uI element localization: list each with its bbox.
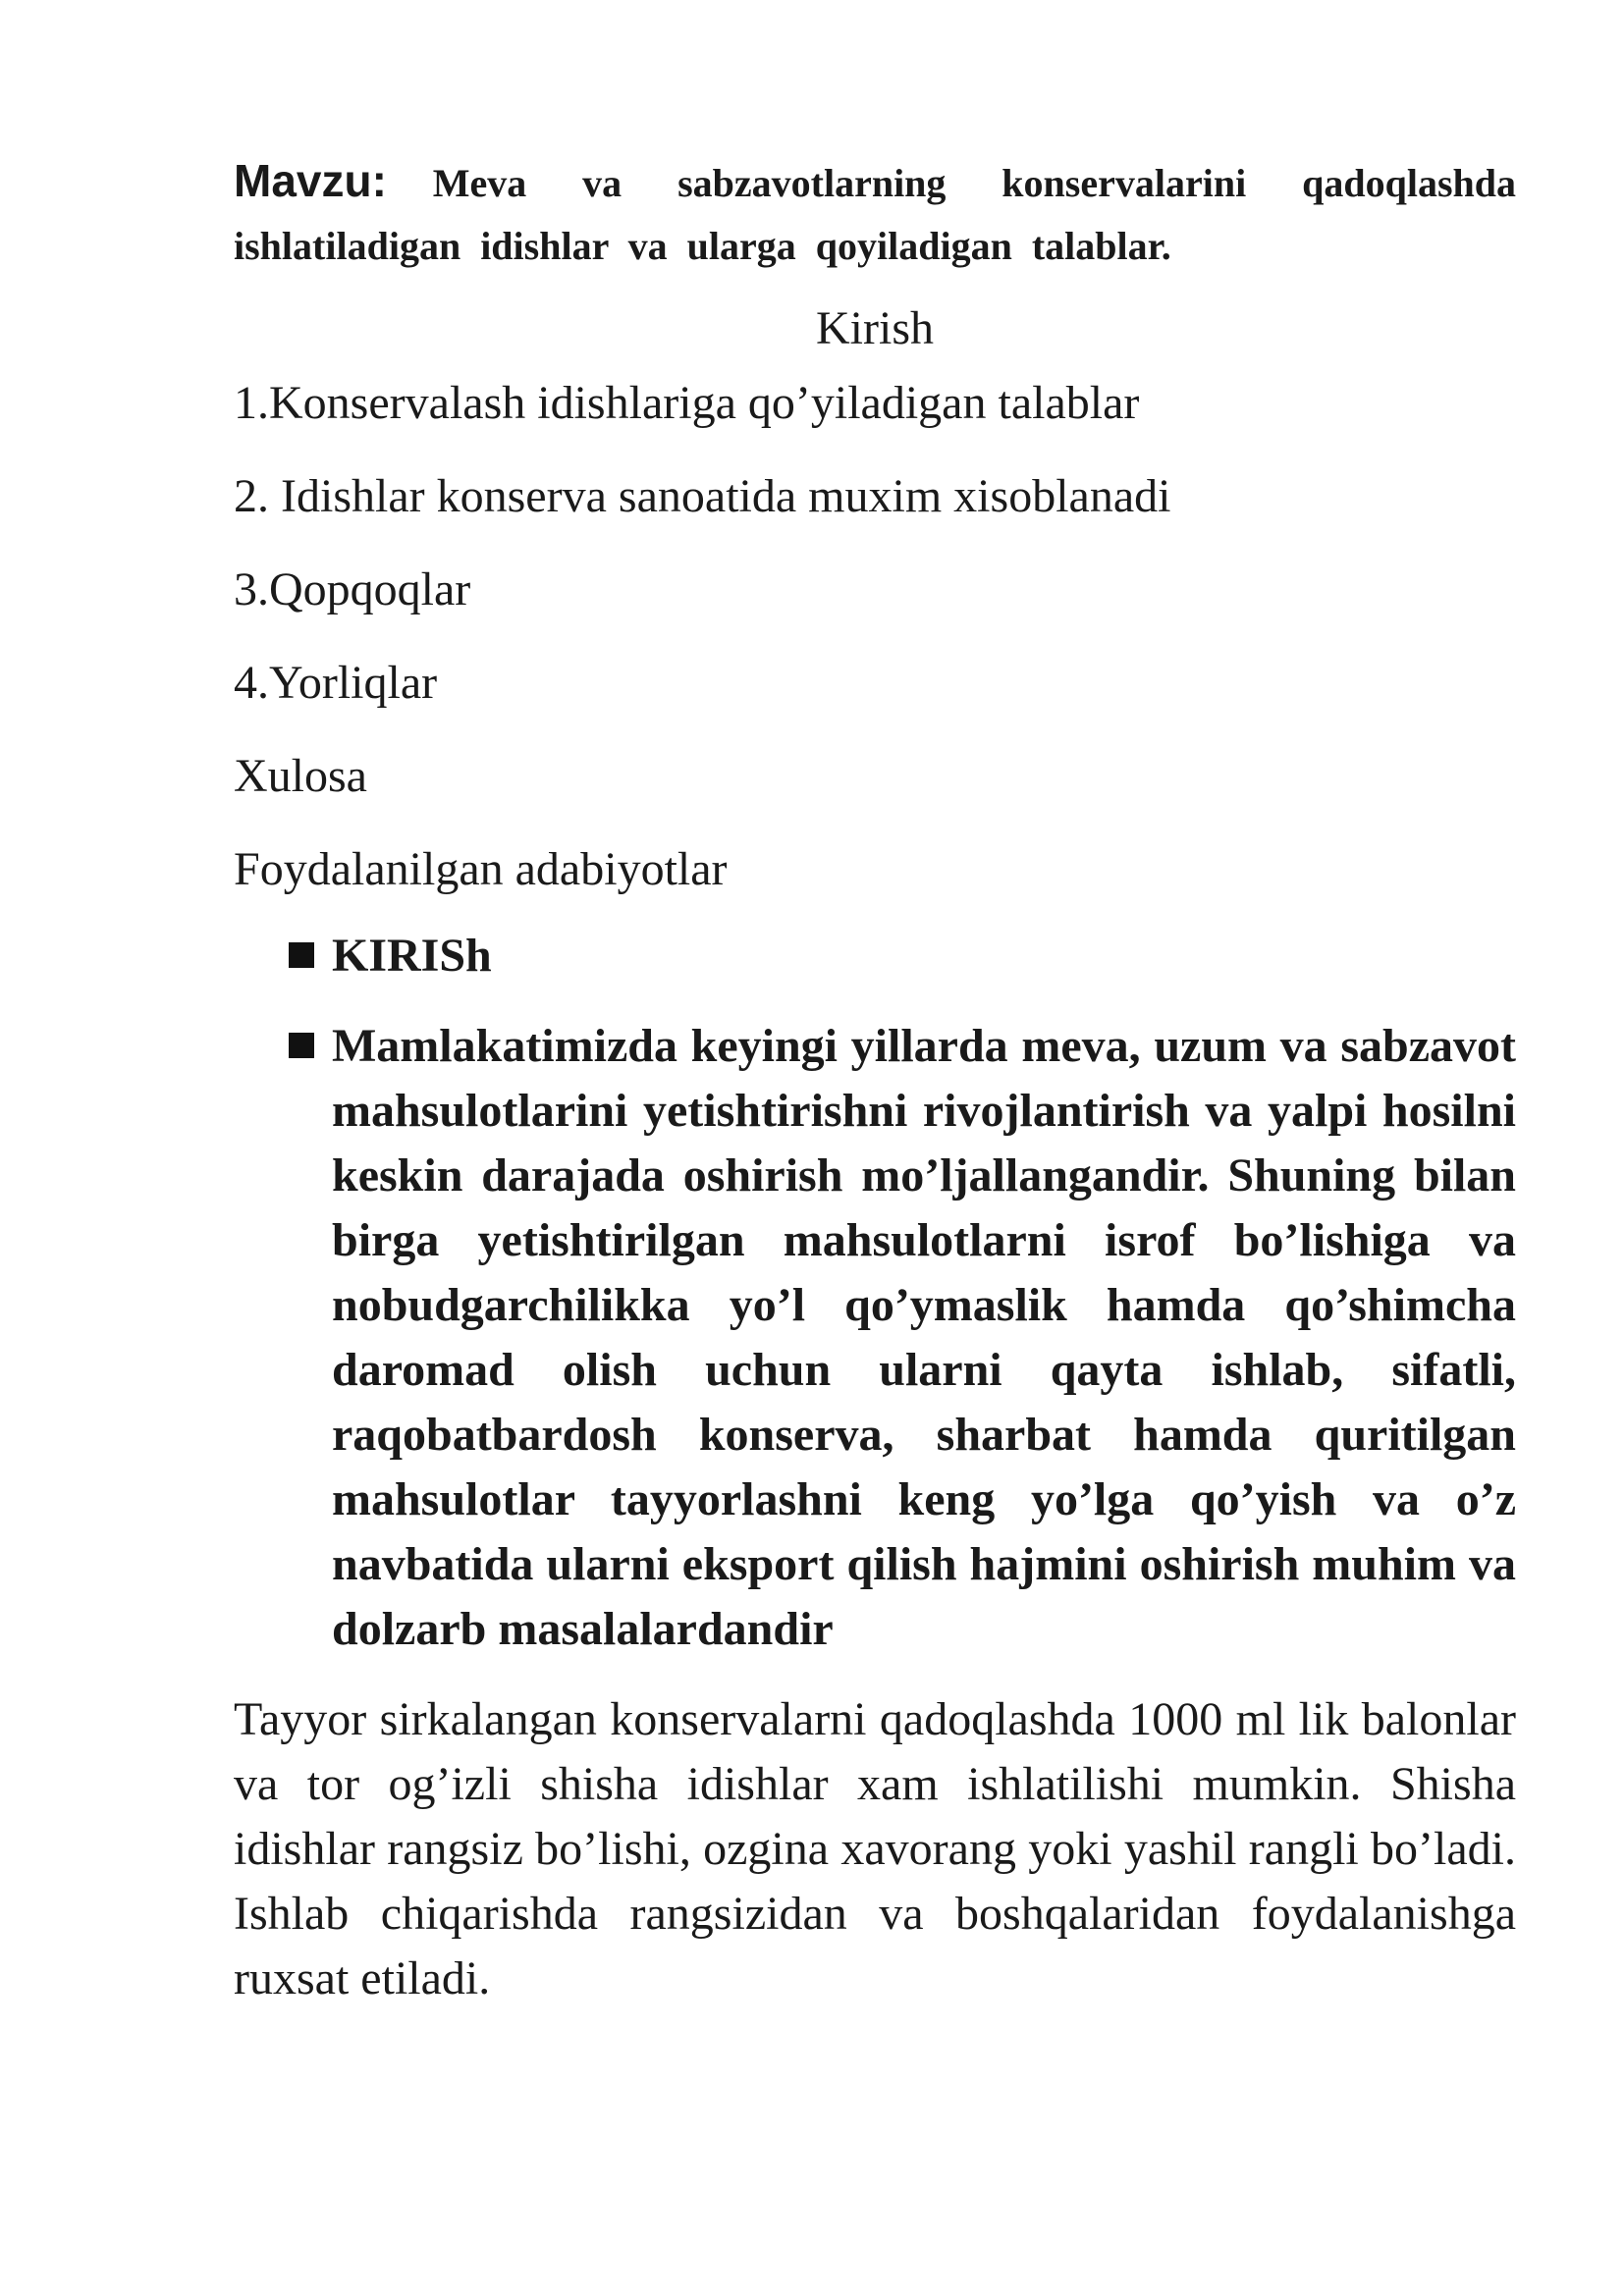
toc-item: 3.Qopqoqlar (234, 563, 471, 615)
bullet-item (234, 924, 1516, 988)
topic-label: Mavzu: (234, 155, 387, 206)
bullet-paragraph: Mamlakatimizda keyingi yillarda meva, uzum va sabzavot mahsulotlarini yetishtirishni rivojlantirish va yalpi hosilni keskin darajada oshirish mo’ljallangandir. Shuning bilan birga yetishtirilgan mahsulotlarni isrof bo’lishiga va nobudgarchilikka yo’l qo’ymaslik hamda qo’shimcha daromad olish uchun ularni qayta ishlab, sifatli, raqobatbardosh konserva, sharbat hamda quritilgan mahsulotlar tayyorlashni keng yo’lga qo’yish va o’z navbatida ularni eksport qilish hajmini oshirish muhim va dolzarb masalalardandir (332, 1020, 1516, 1655)
toc-item: 4.Yorliqlar (234, 657, 438, 709)
square-bullet-icon (289, 1033, 314, 1058)
bullet-heading: KIRISh (332, 930, 492, 982)
toc-item: Foydalanilgan adabiyotlar (234, 843, 728, 895)
topic-line (234, 149, 1516, 278)
bullet-list (234, 924, 1516, 1662)
square-bullet-icon (289, 942, 314, 968)
toc-item: 2. Idishlar konserva sanoatida muxim xisoblanadi (234, 470, 1171, 522)
document-page (234, 149, 1516, 2011)
bullet-item (234, 1014, 1516, 1662)
intro-heading: Kirish (816, 302, 934, 354)
topic-title: Meva va sabzavotlarning konservalarini qadoqlashda ishlatiladigan idishlar va ularga qoyiladigan talablar. (234, 161, 1517, 268)
body-paragraph: Tayyor sirkalangan konservalarni qadoqlashda 1000 ml lik balonlar va tor og’izli shisha idishlar xam ishlatilishi mumkin. Shisha idishlar rangsiz bo’lishi, ozgina xavorang yoki yashil rangli bo’ladi. Ishlab chiqarishda rangsizidan va boshqalaridan foydalanishga ruxsat etiladi. (234, 1693, 1516, 2004)
toc-item: Xulosa (234, 750, 367, 802)
toc-item: 1.Konservalash idishlariga qo’yiladigan talablar (234, 377, 1140, 429)
table-of-contents (234, 374, 1516, 899)
